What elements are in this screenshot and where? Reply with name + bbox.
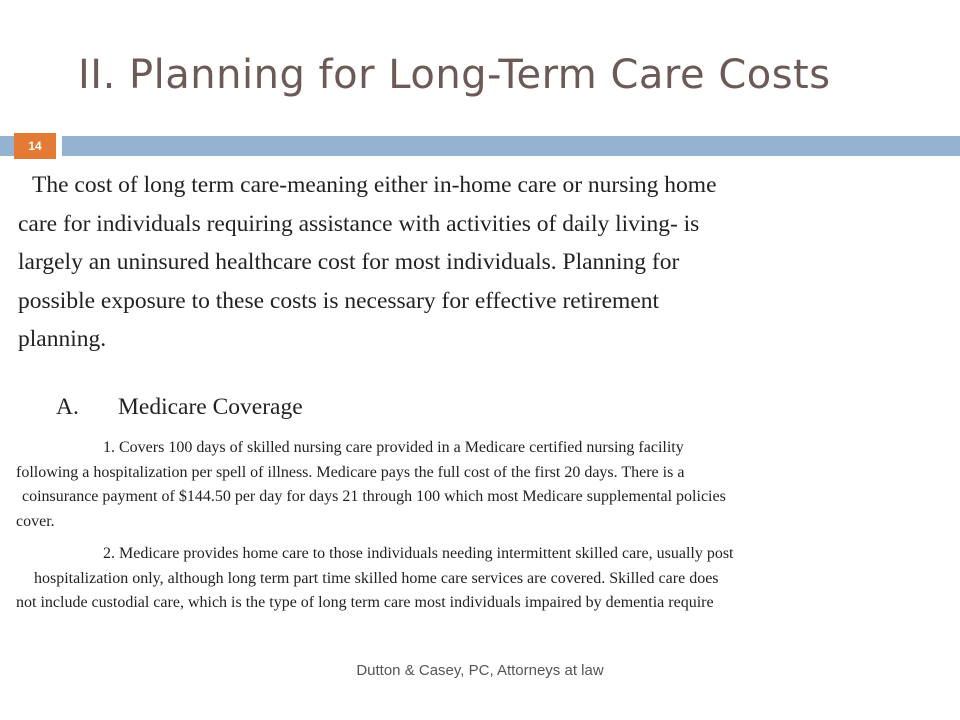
page-number-badge: 14 (14, 133, 56, 159)
header-bar-left (0, 136, 14, 156)
intro-line: possible exposure to these costs is necessary for effective retirement (18, 287, 660, 314)
section-a-title: Medicare Coverage (118, 394, 303, 420)
medicare-item-1 (16, 436, 960, 534)
item-1-line: cover. (16, 512, 55, 530)
medicare-item-2 (16, 542, 960, 616)
item-2-line: not include custodial care, which is the type of long term care most individuals impaired by dementia require (16, 594, 714, 611)
intro-line: planning. (18, 326, 107, 352)
footer-text: Dutton & Casey, PC, Attorneys at law (356, 662, 604, 679)
intro-paragraph (18, 166, 958, 359)
intro-line: largely an uninsured healthcare cost for most individuals. Planning for (18, 249, 680, 275)
section-a-letter: A. (56, 394, 79, 420)
slide-title: II. Planning for Long-Term Care Costs (78, 52, 831, 98)
intro-line: The cost of long term care-meaning either in-home care or nursing home (32, 172, 717, 198)
header-bar-right (62, 136, 960, 156)
item-1-line: following a hospitalization per spell of illness. Medicare pays the full cost of the first 20 days. There is a (16, 463, 685, 481)
section-a-heading (56, 394, 303, 421)
item-1-line: 1. Covers 100 days of skilled nursing care provided in a Medicare certified nursing facility (103, 439, 684, 456)
item-2-line: 2. Medicare provides home care to those individuals needing intermittent skilled care, usually post (103, 545, 734, 562)
item-1-line: coinsurance payment of $144.50 per day for days 21 through 100 which most Medicare supplemental policies (22, 488, 726, 505)
intro-line: care for individuals requiring assistance with activities of daily living- is (18, 210, 700, 237)
item-2-line: hospitalization only, although long term part time skilled home care services are covered. Skilled care does (34, 569, 719, 587)
